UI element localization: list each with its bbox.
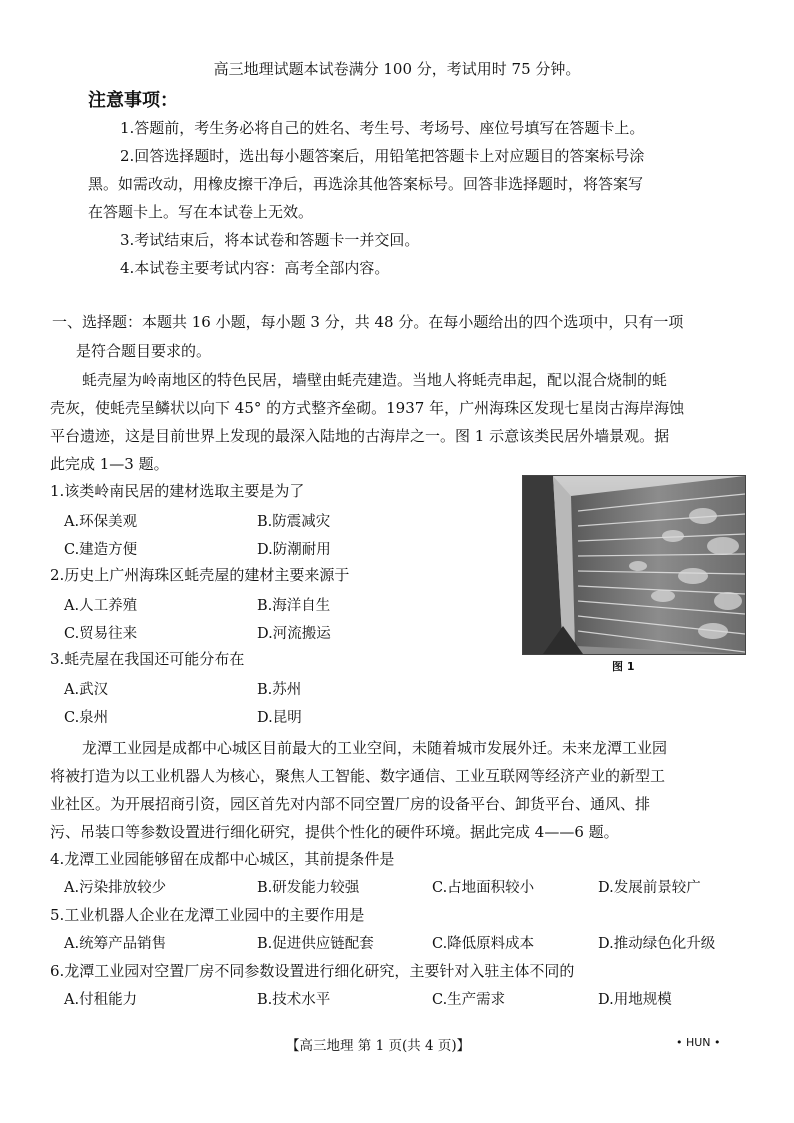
question-6-stem: 6.龙潭工业园对空置厂房不同参数设置进行细化研究，主要针对入驻主体不同的	[50, 962, 575, 980]
section-heading-line2: 是符合题目要求的。	[76, 342, 212, 360]
q2-option-d: D.河流搬运	[257, 626, 331, 642]
q6-option-a: A.付租能力	[64, 992, 138, 1008]
footer-page-info: 【高三地理 第 1 页(共 4 页)】	[286, 1038, 471, 1054]
question-4-stem: 4.龙潭工业园能够留在成都中心城区，其前提条件是	[50, 850, 395, 868]
q1-option-c: C.建造方便	[64, 542, 138, 558]
q3-option-d: D.昆明	[257, 710, 302, 726]
q1-option-a: A.环保美观	[64, 514, 138, 530]
q4-option-b: B.研发能力较强	[257, 880, 360, 896]
section-heading-line1: 一、选择题：本题共 16 小题，每小题 3 分，共 48 分。在每小题给出的四个选项中，只有一项	[52, 313, 684, 331]
q4-option-d: D.发展前景较广	[598, 880, 701, 896]
passage1-line3: 平台遗迹，这是目前世界上发现的最深入陆地的古海岸之一。图 1 示意该类民居外墙景观。据	[50, 427, 670, 445]
q2-option-a: A.人工养殖	[64, 598, 138, 614]
q3-option-b: B.苏州	[257, 682, 302, 698]
question-1-stem: 1.该类岭南民居的建材选取主要是为了	[50, 482, 305, 500]
question-3-stem: 3.蚝壳屋在我国还可能分布在	[50, 650, 245, 668]
section-heading	[52, 308, 752, 366]
passage2-line1: 龙潭工业园是成都中心城区目前最大的工业空间，未随着城市发展外迁。未来龙潭工业园	[82, 739, 668, 757]
figure-1-caption: 图 1	[612, 660, 635, 673]
passage2-line3: 业社区。为开展招商引资，园区首先对内部不同空置厂房的设备平台、卸货平台、通风、排	[50, 795, 651, 813]
q3-option-c: C.泉州	[64, 710, 109, 726]
q6-option-d: D.用地规模	[598, 992, 672, 1008]
q3-option-a: A.武汉	[64, 682, 109, 698]
passage1-line2: 壳灰，使蚝壳呈鳞状以向下 45° 的方式整齐垒砌。1937 年，广州海珠区发现七星岗古海岸海蚀	[50, 399, 685, 417]
passage2-line2: 将被打造为以工业机器人为核心，聚焦人工智能、数字通信、工业互联网等经济产业的新型工	[50, 767, 666, 785]
q5-option-b: B.促进供应链配套	[257, 936, 374, 952]
notice-item-2-cont: 黑。如需改动，用橡皮擦干净后，再选涂其他答案标号。回答非选择题时，将答案写	[88, 175, 644, 193]
q2-option-c: C.贸易往来	[64, 626, 138, 642]
figure-1-photo	[522, 475, 746, 655]
passage1-line1: 蚝壳屋为岭南地区的特色民居，墙壁由蚝壳建造。当地人将蚝壳串起，配以混合烧制的蚝	[82, 371, 668, 389]
passage1-line4: 此完成 1—3 题。	[50, 455, 169, 473]
q2-option-b: B.海洋自生	[257, 598, 331, 614]
q1-option-b: B.防震减灾	[257, 514, 331, 530]
page-title: 高三地理试题本试卷满分 100 分，考试用时 75 分钟。	[213, 60, 581, 78]
notice-heading: 注意事项：	[88, 90, 178, 111]
q5-option-d: D.推动绿色化升级	[598, 936, 716, 952]
q4-option-a: A.污染排放较少	[64, 880, 167, 896]
passage2-line4: 污、吊装口等参数设置进行细化研究，提供个性化的硬件环境。据此完成 4——6 题。	[50, 823, 619, 841]
notice-item-2: 2.回答选择题时，选出每小题答案后，用铅笔把答题卡上对应题目的答案标号涂	[120, 147, 645, 165]
footer-code: • HUN •	[676, 1036, 721, 1049]
q5-option-c: C.降低原料成本	[432, 936, 535, 952]
question-2-stem: 2.历史上广州海珠区蚝壳屋的建材主要来源于	[50, 566, 350, 584]
q4-option-c: C.占地面积较小	[432, 880, 535, 896]
q5-option-a: A.统筹产品销售	[64, 936, 167, 952]
question-5-stem: 5.工业机器人企业在龙潭工业园中的主要作用是	[50, 906, 365, 924]
q6-option-c: C.生产需求	[432, 992, 506, 1008]
q6-option-b: B.技术水平	[257, 992, 331, 1008]
notice-item-4: 4.本试卷主要考试内容：高考全部内容。	[120, 259, 390, 277]
notice-item-1: 1.答题前，考生务必将自己的姓名、考生号、考场号、座位号填写在答题卡上。	[120, 119, 645, 137]
oyster-wall-image	[523, 476, 745, 654]
notice-item-2-cont2: 在答题卡上。写在本试卷上无效。	[88, 203, 314, 221]
q1-option-d: D.防潮耐用	[257, 542, 331, 558]
notice-item-3: 3.考试结束后，将本试卷和答题卡一并交回。	[120, 231, 420, 249]
